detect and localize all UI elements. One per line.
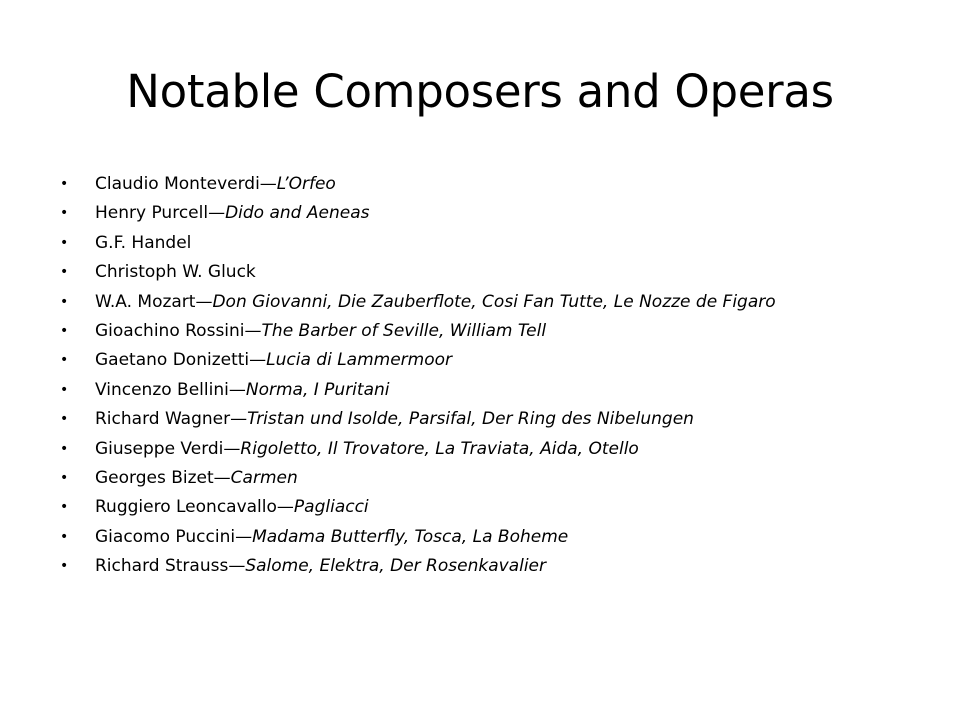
slide-title: Notable Composers and Operas: [126, 65, 834, 118]
list-item: [58, 170, 918, 199]
opera-titles: Don Giovanni, Die Zauberflote, Cosi Fan Tutte, Le Nozze de Figaro: [212, 291, 776, 312]
bullet-icon: •: [60, 293, 69, 310]
bullet-icon: •: [60, 469, 69, 486]
list-item: [58, 435, 918, 464]
composer-name: G.F. Handel: [95, 232, 192, 253]
composer-name: Christoph W. Gluck: [95, 262, 256, 283]
composer-name: Claudio Monteverdi: [95, 174, 260, 194]
list-item: [58, 376, 918, 405]
composer-name: Richard Strauss: [95, 556, 229, 577]
opera-titles: Salome, Elektra, Der Rosenkavalier: [245, 556, 546, 577]
list-item: [58, 258, 918, 287]
opera-titles: Norma, I Puritani: [245, 379, 390, 400]
opera-titles: Dido and Aeneas: [225, 203, 370, 224]
separator-dash: —: [228, 556, 246, 577]
list-item: [58, 288, 918, 317]
composer-name: W.A. Mozart: [95, 291, 196, 312]
composer-name: Henry Purcell: [95, 203, 209, 224]
opera-titles: Rigoletto, Il Trovatore, La Traviata, Aida, Otello: [240, 438, 639, 459]
bullet-icon: •: [60, 381, 69, 398]
separator-dash: —: [259, 174, 277, 194]
bullet-icon: •: [60, 558, 69, 575]
separator-dash: —: [213, 467, 231, 488]
separator-dash: —: [228, 379, 246, 400]
composer-name: Richard Wagner: [95, 409, 231, 430]
list-item: [58, 346, 918, 375]
list-item: [58, 199, 918, 228]
separator-dash: —: [249, 350, 267, 371]
bullet-icon: •: [60, 440, 69, 457]
opera-titles: Lucia di Lammermoor: [266, 350, 453, 371]
list-item: [58, 229, 918, 258]
list-item: [58, 405, 918, 434]
composer-name: Vincenzo Bellini: [95, 379, 229, 400]
bullet-icon: •: [60, 528, 69, 545]
composer-name: Georges Bizet: [95, 467, 214, 488]
list-item: [58, 464, 918, 493]
opera-titles: The Barber of Seville, William Tell: [261, 320, 547, 341]
separator-dash: —: [208, 203, 226, 224]
composer-name: Gaetano Donizetti: [95, 350, 250, 371]
bullet-icon: •: [60, 234, 69, 251]
bullet-icon: •: [60, 205, 69, 222]
opera-titles: Madama Butterfly, Tosca, La Boheme: [252, 526, 569, 547]
opera-titles: Carmen: [230, 467, 298, 488]
bullet-icon: •: [60, 411, 69, 428]
opera-titles: L’Orfeo: [276, 174, 336, 194]
opera-titles: Pagliacci: [293, 497, 369, 518]
separator-dash: —: [244, 320, 262, 341]
composer-name: Ruggiero Leoncavallo: [95, 497, 277, 518]
composer-list: [58, 170, 918, 581]
separator-dash: —: [223, 438, 241, 459]
composer-name: Giuseppe Verdi: [95, 438, 224, 459]
separator-dash: —: [230, 409, 248, 430]
separator-dash: —: [195, 291, 213, 312]
list-item: [58, 523, 918, 552]
separator-dash: —: [276, 497, 294, 518]
bullet-icon: •: [60, 176, 69, 192]
list-item: [58, 552, 918, 581]
bullet-icon: •: [60, 264, 69, 281]
bullet-icon: •: [60, 322, 69, 339]
bullet-icon: •: [60, 499, 69, 516]
list-item: [58, 317, 918, 346]
composer-name: Gioachino Rossini: [95, 320, 245, 341]
list-item: [58, 493, 918, 522]
opera-titles: Tristan und Isolde, Parsifal, Der Ring des Nibelungen: [247, 409, 694, 430]
composer-name: Giacomo Puccini: [95, 526, 236, 547]
bullet-icon: •: [60, 352, 69, 369]
separator-dash: —: [235, 526, 253, 547]
